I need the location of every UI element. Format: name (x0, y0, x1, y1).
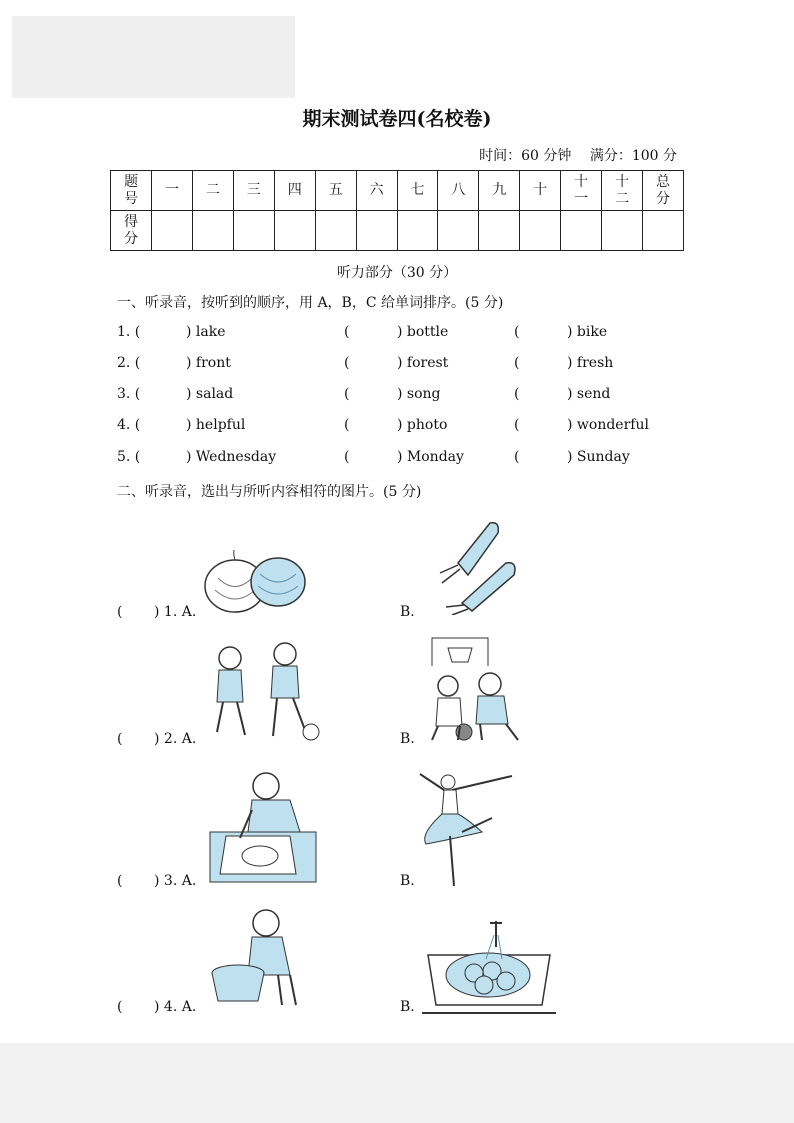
washing-apples-picture[interactable] (422, 915, 556, 1015)
open-paren: ( (344, 386, 350, 402)
header-cell: 十 (520, 171, 561, 211)
open-paren: ( (514, 355, 520, 371)
word-option[interactable]: ) Wednesday (186, 449, 277, 465)
score-cell[interactable] (438, 211, 479, 251)
row-number: 4. ( (117, 417, 141, 433)
header-cell: 题 号 (111, 171, 152, 211)
option-b-label: B. (400, 999, 415, 1015)
open-paren: ( (514, 417, 520, 433)
header-cell: 十 一 (561, 171, 602, 211)
onions-picture[interactable] (200, 550, 310, 615)
word-option[interactable]: ) Sunday (567, 449, 630, 465)
score-cell[interactable] (602, 211, 643, 251)
score-cell[interactable] (152, 211, 193, 251)
open-paren: ( (344, 355, 350, 371)
open-paren: ( (344, 417, 350, 433)
header-cell: 一 (152, 171, 193, 211)
full-score: 满分：100 分 (589, 148, 677, 164)
word-option[interactable]: ) song (397, 386, 441, 402)
question-1-prompt: 一、听录音，按听到的顺序，用 A，B，C 给单词排序。(5 分) (117, 295, 504, 311)
word-option[interactable]: ) wonderful (567, 417, 649, 433)
listening-section-heading: 听力部分（30 分） (336, 265, 458, 281)
ballet-picture[interactable] (418, 770, 522, 888)
score-cell[interactable] (315, 211, 356, 251)
open-paren: ( (514, 386, 520, 402)
score-cell[interactable] (356, 211, 397, 251)
header-cell: 二 (192, 171, 233, 211)
header-cell: 六 (356, 171, 397, 211)
word-option[interactable]: ) fresh (567, 355, 614, 371)
score-cell[interactable] (192, 211, 233, 251)
header-cell: 八 (438, 171, 479, 211)
answer-paren: ( (117, 999, 123, 1015)
score-cell[interactable] (479, 211, 520, 251)
score-table (110, 170, 684, 251)
word-option[interactable]: ) front (186, 355, 231, 371)
score-cell[interactable] (643, 211, 684, 251)
word-option[interactable]: ) lake (186, 324, 226, 340)
option-b-label: B. (400, 604, 415, 620)
option-b-label: B. (400, 731, 415, 747)
score-cell[interactable] (274, 211, 315, 251)
header-cell: 七 (397, 171, 438, 211)
score-cell[interactable] (520, 211, 561, 251)
word-option[interactable]: ) send (567, 386, 611, 402)
header-cell: 四 (274, 171, 315, 211)
header-cell: 九 (479, 171, 520, 211)
option-b-label: B. (400, 873, 415, 889)
score-cell[interactable] (233, 211, 274, 251)
score-row-label: 得 分 (111, 211, 152, 251)
answer-paren: ( (117, 604, 123, 620)
open-paren: ( (514, 449, 520, 465)
time-limit: 时间：60 分钟 (479, 148, 572, 164)
word-option[interactable]: ) forest (397, 355, 449, 371)
open-paren: ( (514, 324, 520, 340)
header-cell: 总 分 (643, 171, 684, 211)
blank-header-area (12, 16, 295, 98)
score-cell[interactable] (397, 211, 438, 251)
row-number: 5. ( (117, 449, 141, 465)
page-title: 期末测试卷四(名校卷) (302, 108, 492, 130)
item-label: ) 3. A. (154, 873, 197, 889)
answer-paren: ( (117, 731, 123, 747)
row-number: 2. ( (117, 355, 141, 371)
header-cell: 五 (315, 171, 356, 211)
word-option[interactable]: ) bike (567, 324, 608, 340)
answer-paren: ( (117, 873, 123, 889)
word-option[interactable]: ) photo (397, 417, 448, 433)
word-option[interactable]: ) Monday (397, 449, 464, 465)
open-paren: ( (344, 324, 350, 340)
question-2-prompt: 二、听录音，选出与所听内容相符的图片。(5 分) (117, 484, 422, 500)
blank-footer-area (0, 1043, 794, 1123)
item-label: ) 4. A. (154, 999, 197, 1015)
word-option[interactable]: ) salad (186, 386, 234, 402)
item-label: ) 2. A. (154, 731, 197, 747)
header-cell: 十 二 (602, 171, 643, 211)
score-table-header-row (111, 171, 684, 211)
word-option[interactable]: ) bottle (397, 324, 449, 340)
basketball-picture[interactable] (428, 636, 528, 744)
score-table-score-row (111, 211, 684, 251)
carrots-picture[interactable] (428, 515, 523, 615)
row-number: 3. ( (117, 386, 141, 402)
open-paren: ( (344, 449, 350, 465)
drawing-picture[interactable] (204, 770, 322, 885)
header-cell: 三 (233, 171, 274, 211)
item-label: ) 1. A. (154, 604, 197, 620)
washing-clothes-picture[interactable] (208, 905, 303, 1010)
score-cell[interactable] (561, 211, 602, 251)
exam-info (465, 145, 677, 165)
row-number: 1. ( (117, 324, 141, 340)
word-option[interactable]: ) helpful (186, 417, 246, 433)
football-picture[interactable] (205, 640, 323, 742)
